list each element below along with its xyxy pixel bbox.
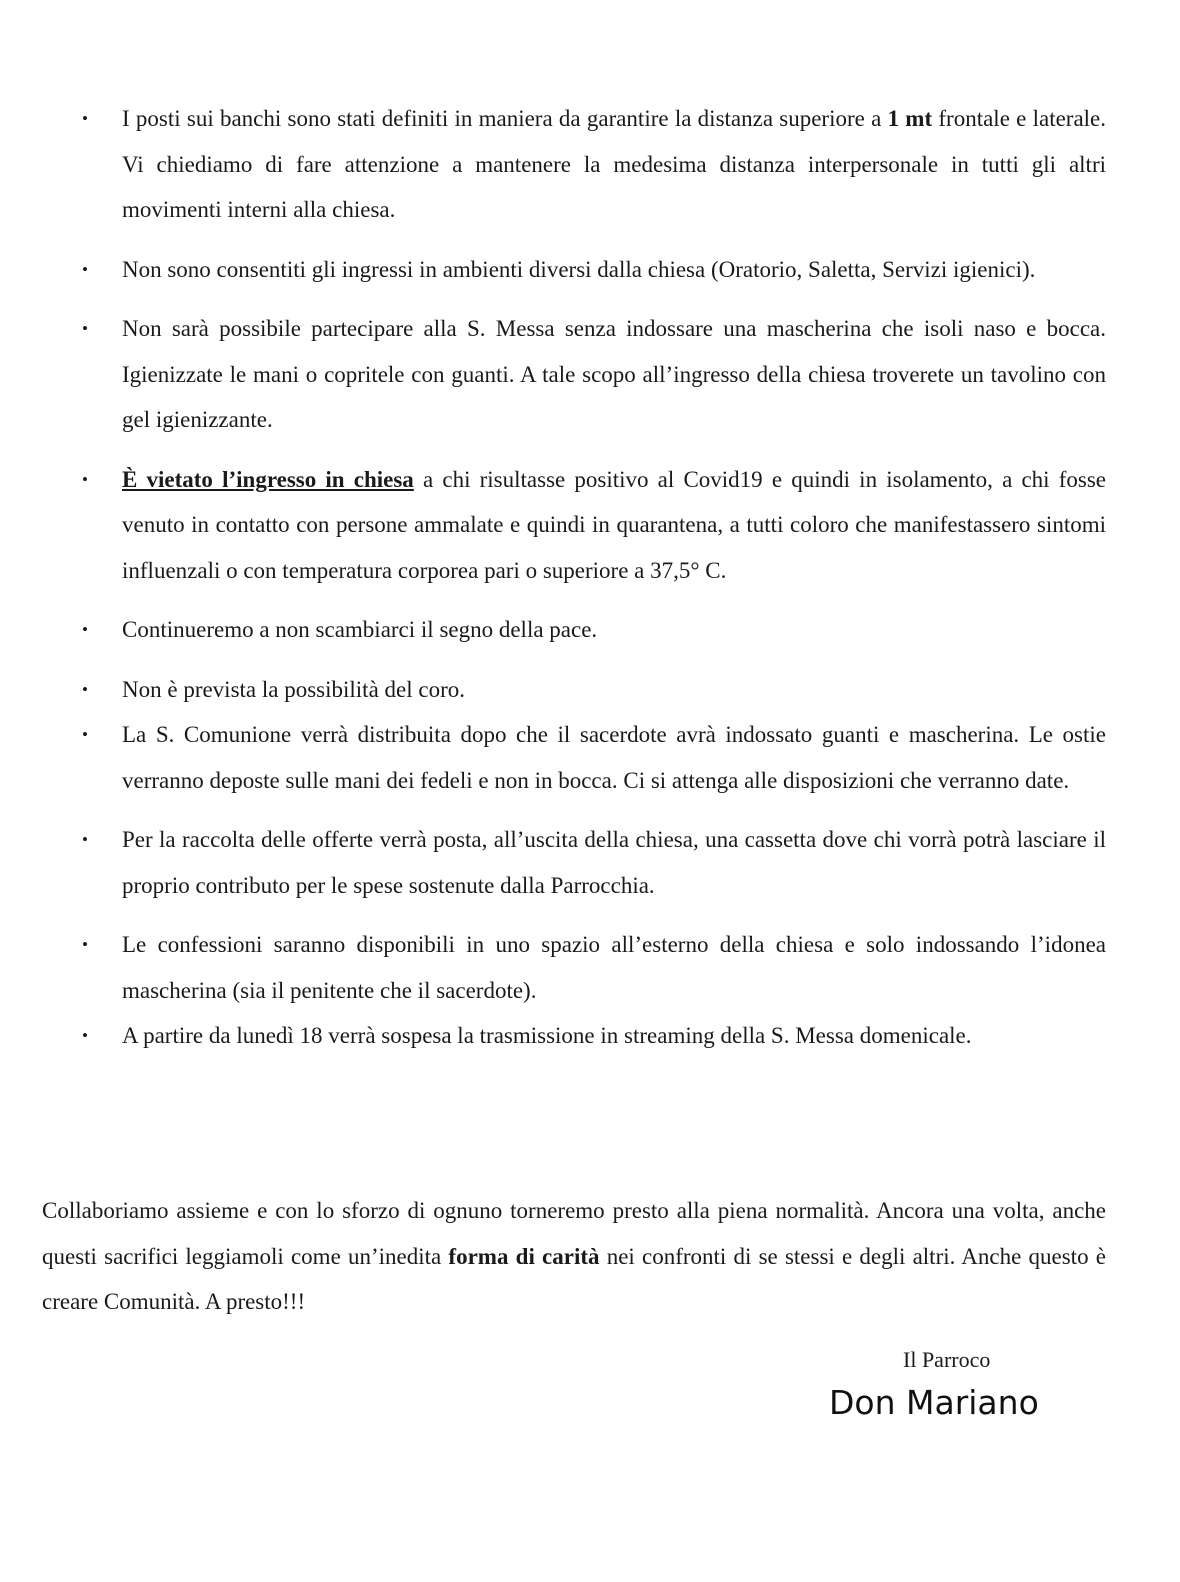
rule-text: frontale e laterale. Vi chiediamo di fare attenzione a mantenere la medesima distanza interpersonale in tutti gli altri movimenti interni alla chiesa. xyxy=(122,106,1107,222)
rule-item-confessions xyxy=(78,922,1106,1013)
bullet-icon: • xyxy=(82,935,88,954)
bullet-icon: • xyxy=(82,469,88,489)
rule-item-rooms xyxy=(78,247,1106,293)
bullet-icon: • xyxy=(82,830,88,849)
rule-item-offerings xyxy=(78,817,1106,908)
rules-list xyxy=(78,96,1106,1059)
rule-text: Non è prevista la possibilità del coro. xyxy=(122,676,466,702)
rule-item-entry-ban xyxy=(78,457,1106,594)
rule-item-communion xyxy=(78,712,1106,803)
closing-text: nei confronti di se stessi e degli altri. Anche questo è creare Comunità. A presto!!! xyxy=(42,1243,1106,1314)
bullet-icon: • xyxy=(82,109,88,128)
rule-text: Per la raccolta delle offerte verrà posta, all’uscita della chiesa, una cassetta dove chi vorrà potrà lasciare il proprio contributo per le spese sostenute dalla Parrocchia. xyxy=(122,827,1106,898)
rule-item-choir xyxy=(78,667,1106,713)
closing-paragraph xyxy=(42,1188,1106,1325)
rule-text: I posti sui banchi sono stati definiti in maniera da garantire la distanza superiore a xyxy=(122,106,888,131)
signature-name: Don Mariano xyxy=(829,1383,1039,1422)
bullet-icon: • xyxy=(82,1026,88,1045)
bullet-icon: • xyxy=(82,725,88,744)
rule-text: Non sono consentiti gli ingressi in ambienti diversi dalla chiesa (Oratorio, Saletta, Servizi igienici). xyxy=(122,256,1036,282)
closing-emphasis: forma di carità xyxy=(448,1243,600,1269)
rule-text: A partire da lunedì 18 verrà sospesa la trasmissione in streaming della S. Messa domenicale. xyxy=(122,1023,972,1048)
closing-text: Collaboriamo assieme e con lo sforzo di ognuno torneremo presto alla piena normalità. Ancora una volta, anche questi sacrifici leggiamoli come un’inedita xyxy=(42,1198,1106,1269)
rule-item-streaming xyxy=(78,1013,1106,1059)
rule-item-mask xyxy=(78,306,1106,443)
rule-emphasis: 1 mt xyxy=(887,106,933,131)
rule-item-distance xyxy=(78,96,1106,233)
rule-text: Non sarà possibile partecipare alla S. Messa senza indossare una mascherina che isoli naso e bocca. Igienizzate le mani o copritele con guanti. A tale scopo all’ingresso della chiesa troverete un tavolino con gel igienizzante. xyxy=(122,316,1106,432)
rule-item-peace-sign xyxy=(78,607,1106,653)
rule-text: Le confessioni saranno disponibili in uno spazio all’esterno della chiesa e solo indossando l’idonea mascherina (sia il penitente che il sacerdote). xyxy=(122,932,1106,1003)
bullet-icon: • xyxy=(82,620,88,639)
rule-emphasis: È vietato l’ingresso in chiesa xyxy=(122,466,414,492)
rule-text: Continueremo a non scambiarci il segno della pace. xyxy=(122,617,598,642)
bullet-icon: • xyxy=(82,319,88,338)
signature-title: Il Parroco xyxy=(903,1347,991,1372)
bullet-icon: • xyxy=(82,679,88,699)
rule-text: La S. Comunione verrà distribuita dopo che il sacerdote avrà indossato guanti e mascherina. Le ostie verranno deposte sulle mani dei fedeli e non in bocca. Ci si attenga alle disposizioni che verranno date. xyxy=(122,722,1106,793)
bullet-icon: • xyxy=(82,259,88,279)
rule-text: a chi risultasse positivo al Covid19 e quindi in isolamento, a chi fosse venuto in contatto con persone ammalate e quindi in quarantena, a tutti coloro che manifestassero sintomi influenzali o con temperatura corporea pari o superiore a 37,5° C. xyxy=(122,466,1107,583)
